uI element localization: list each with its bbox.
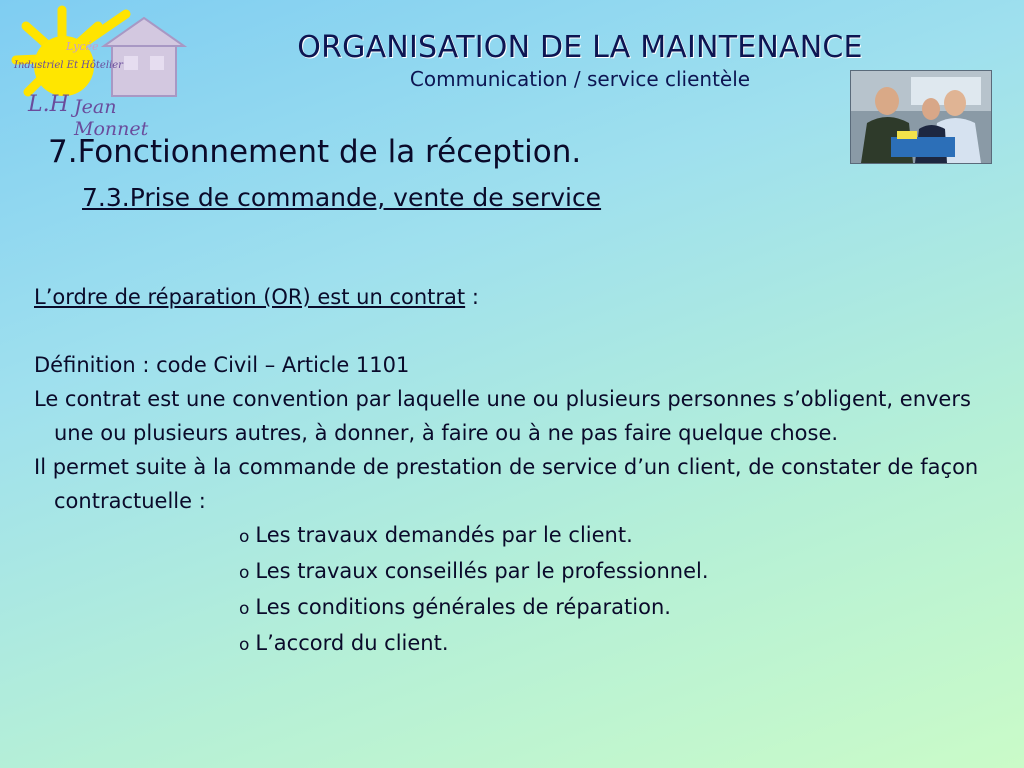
slide-title: ORGANISATION DE LA MAINTENANCE <box>297 30 863 65</box>
intro-suffix: : <box>465 285 479 309</box>
bullet-circle-icon: o <box>239 635 250 655</box>
list-item <box>239 554 984 590</box>
spacer <box>34 314 984 348</box>
reception-photo-illustration <box>851 71 991 163</box>
bullet-text: L’accord du client. <box>255 631 449 655</box>
bullet-circle-icon: o <box>239 599 250 619</box>
purpose-paragraph: Il permet suite à la commande de prestation de service d’un client, de constater de façon contractuelle : <box>34 455 979 513</box>
bullet-text: Les conditions générales de réparation. <box>255 595 671 619</box>
intro-line <box>34 280 984 314</box>
intro-underlined-text: L’ordre de réparation (OR) est un contrat <box>34 285 466 309</box>
contract-paragraph: Le contrat est une convention par laquelle une ou plusieurs personnes s’obligent, envers une ou plusieurs autres, à donner, à faire ou à ne pas faire quelque chose. <box>34 387 971 445</box>
slide-header <box>210 30 950 91</box>
list-item <box>239 518 984 554</box>
logo-jean-monnet-text: Jean Monnet <box>74 96 149 140</box>
reception-photo <box>850 70 992 164</box>
list-item <box>239 626 984 662</box>
logo-industriel-text: Industriel Et Hôtelier <box>14 60 123 71</box>
section-heading: 7.Fonctionnement de la réception. <box>48 134 582 170</box>
list-item <box>239 590 984 626</box>
logo-lycee-text: Lycée <box>66 40 99 53</box>
bullet-text: Les travaux conseillés par le professionnel. <box>255 559 709 583</box>
bullet-text: Les travaux demandés par le client. <box>255 523 633 547</box>
slide-subtitle: Communication / service clientèle <box>409 67 751 91</box>
slide-body <box>34 280 984 662</box>
bullet-circle-icon: o <box>239 563 250 583</box>
definition-line: Définition : code Civil – Article 1101 <box>34 353 410 377</box>
logo-lh-text: L.H <box>28 92 69 117</box>
school-logo <box>8 4 188 140</box>
bullet-circle-icon: o <box>239 527 250 547</box>
subsection-heading: 7.3.Prise de commande, vente de service <box>82 183 602 212</box>
